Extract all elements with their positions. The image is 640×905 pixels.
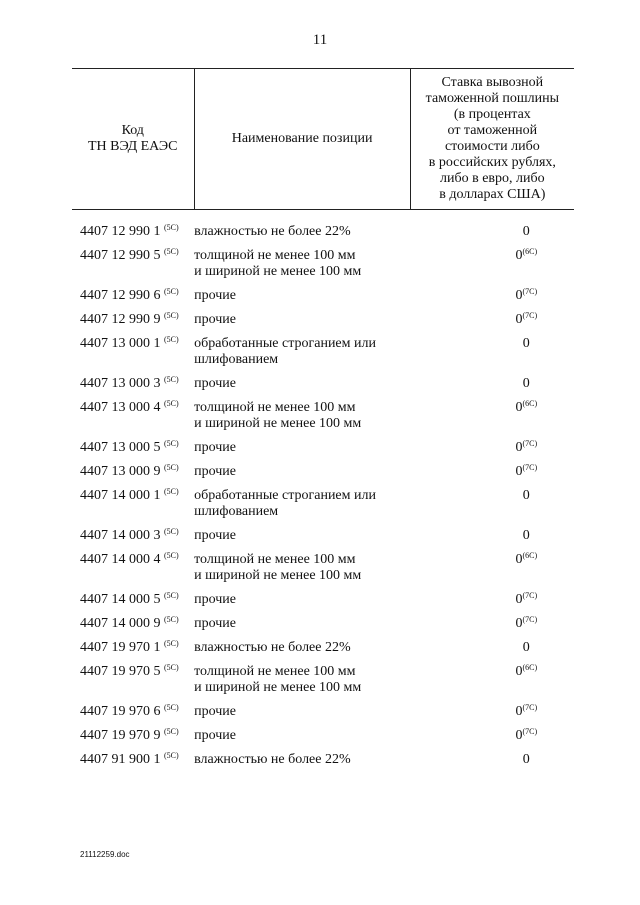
row-rate xyxy=(419,336,574,368)
row-code-footnote: (5С) xyxy=(164,335,179,344)
table-row xyxy=(80,640,574,656)
row-code-footnote: (5С) xyxy=(164,223,179,232)
table-row xyxy=(80,752,574,768)
row-code xyxy=(80,336,194,368)
row-rate-value: 0 xyxy=(522,224,530,239)
row-code-text: 4407 12 990 1 xyxy=(80,224,161,239)
row-code xyxy=(80,312,194,328)
row-rate-value: 0 xyxy=(515,400,523,415)
row-code-footnote: (5С) xyxy=(164,463,179,472)
row-code-text: 4407 13 000 4 xyxy=(80,400,161,415)
row-code-footnote: (5С) xyxy=(164,727,179,736)
row-rate xyxy=(419,704,574,720)
row-code-footnote: (5С) xyxy=(164,375,179,384)
table-row xyxy=(80,728,574,744)
row-rate-footnote: (7С) xyxy=(522,463,538,472)
row-code xyxy=(80,288,194,304)
footer-filename: 21112259.doc xyxy=(80,850,130,859)
header-rate-cell xyxy=(411,69,574,209)
table-row xyxy=(80,224,574,240)
table-row xyxy=(80,528,574,544)
row-rate xyxy=(419,664,574,696)
row-rate-value: 0 xyxy=(515,704,523,719)
row-description: прочие xyxy=(194,440,236,455)
row-description: прочие xyxy=(194,288,236,303)
row-code-footnote: (5С) xyxy=(164,287,179,296)
header-name-cell xyxy=(195,69,411,209)
row-description: прочие xyxy=(194,616,236,631)
row-code-footnote: (5С) xyxy=(164,247,179,256)
row-code-text: 4407 19 970 1 xyxy=(80,640,161,655)
row-rate xyxy=(419,640,574,656)
row-rate xyxy=(419,616,574,632)
table-row xyxy=(80,288,574,304)
header-code-label: Код ТН ВЭД ЕАЭС xyxy=(88,123,178,154)
row-code xyxy=(80,640,194,656)
table-header xyxy=(72,68,574,210)
row-rate-value: 0 xyxy=(522,640,530,655)
row-description: прочие xyxy=(194,728,236,743)
row-code-footnote: (5С) xyxy=(164,527,179,536)
table-row xyxy=(80,336,574,368)
row-code xyxy=(80,664,194,696)
row-code xyxy=(80,400,194,432)
row-description: прочие xyxy=(194,312,236,327)
row-code-text: 4407 14 000 4 xyxy=(80,552,161,567)
row-code xyxy=(80,552,194,584)
row-rate-footnote: (7С) xyxy=(522,311,538,320)
row-code xyxy=(80,248,194,280)
row-code xyxy=(80,704,194,720)
row-rate xyxy=(419,400,574,432)
row-code-text: 4407 19 970 6 xyxy=(80,704,161,719)
row-rate-value: 0 xyxy=(515,464,523,479)
row-rate xyxy=(419,752,574,768)
row-code-text: 4407 14 000 5 xyxy=(80,592,161,607)
row-code xyxy=(80,464,194,480)
row-rate-value: 0 xyxy=(522,376,530,391)
row-rate-footnote: (7С) xyxy=(522,287,538,296)
row-code xyxy=(80,488,194,520)
row-description: толщиной не менее 100 мм и шириной не менее 100 мм xyxy=(194,552,362,583)
row-rate-value: 0 xyxy=(522,752,530,767)
row-code-text: 4407 19 970 9 xyxy=(80,728,161,743)
row-rate-footnote: (6С) xyxy=(522,399,538,408)
table-row xyxy=(80,440,574,456)
row-description: прочие xyxy=(194,704,236,719)
row-description: прочие xyxy=(194,528,236,543)
row-code-text: 4407 13 000 9 xyxy=(80,464,161,479)
header-name-label: Наименование позиции xyxy=(231,131,373,146)
row-code-footnote: (5С) xyxy=(164,311,179,320)
row-code-footnote: (5С) xyxy=(164,439,179,448)
row-rate xyxy=(419,440,574,456)
row-code-text: 4407 13 000 5 xyxy=(80,440,161,455)
row-code-text: 4407 14 000 9 xyxy=(80,616,161,631)
row-code-text: 4407 14 000 3 xyxy=(80,528,161,543)
row-code xyxy=(80,616,194,632)
row-code xyxy=(80,528,194,544)
row-rate xyxy=(419,248,574,280)
row-rate xyxy=(419,288,574,304)
row-code-footnote: (5С) xyxy=(164,751,179,760)
row-description: влажностью не более 22% xyxy=(194,752,351,767)
table-body xyxy=(80,224,574,776)
row-description: прочие xyxy=(194,464,236,479)
row-code-footnote: (5С) xyxy=(164,399,179,408)
row-rate xyxy=(419,552,574,584)
row-code-text: 4407 14 000 1 xyxy=(80,488,161,503)
row-code xyxy=(80,592,194,608)
table-row xyxy=(80,704,574,720)
table-row xyxy=(80,464,574,480)
row-code-footnote: (5С) xyxy=(164,663,179,672)
row-description: обработанные строганием или шлифованием xyxy=(194,488,376,519)
row-code-footnote: (5С) xyxy=(164,487,179,496)
header-rate-label: Ставка вывозной таможенной пошлины (в процентах от таможенной стоимости либо в российских рублях, либо в евро, либо в долларах США) xyxy=(425,75,559,202)
row-code-text: 4407 91 900 1 xyxy=(80,752,161,767)
row-rate-value: 0 xyxy=(522,336,530,351)
page-number: 11 xyxy=(312,32,328,48)
row-rate-value: 0 xyxy=(522,488,530,503)
table-row xyxy=(80,400,574,432)
row-rate-footnote: (7С) xyxy=(522,591,538,600)
row-code-footnote: (5С) xyxy=(164,615,179,624)
row-rate xyxy=(419,728,574,744)
table-row xyxy=(80,616,574,632)
table-row xyxy=(80,664,574,696)
row-code xyxy=(80,728,194,744)
row-rate-value: 0 xyxy=(515,592,523,607)
row-code-text: 4407 13 000 3 xyxy=(80,376,161,391)
row-rate-footnote: (7С) xyxy=(522,727,538,736)
table-row xyxy=(80,312,574,328)
row-description: обработанные строганием или шлифованием xyxy=(194,336,376,367)
row-code xyxy=(80,224,194,240)
row-code xyxy=(80,376,194,392)
row-description: толщиной не менее 100 мм и шириной не менее 100 мм xyxy=(194,248,362,279)
row-rate-value: 0 xyxy=(515,248,523,263)
row-rate xyxy=(419,528,574,544)
row-rate-footnote: (6С) xyxy=(522,663,538,672)
row-rate-value: 0 xyxy=(515,312,523,327)
row-rate xyxy=(419,224,574,240)
row-rate-footnote: (7С) xyxy=(522,703,538,712)
row-code-text: 4407 12 990 6 xyxy=(80,288,161,303)
row-rate-footnote: (6С) xyxy=(522,247,538,256)
table-row xyxy=(80,488,574,520)
table-row xyxy=(80,592,574,608)
row-rate xyxy=(419,464,574,480)
row-code xyxy=(80,752,194,768)
row-description: влажностью не более 22% xyxy=(194,224,351,239)
row-description: прочие xyxy=(194,376,236,391)
row-code-footnote: (5С) xyxy=(164,551,179,560)
row-code xyxy=(80,440,194,456)
header-code-cell xyxy=(72,69,195,209)
row-code-text: 4407 12 990 9 xyxy=(80,312,161,327)
row-code-text: 4407 12 990 5 xyxy=(80,248,161,263)
row-description: прочие xyxy=(194,592,236,607)
row-rate xyxy=(419,376,574,392)
row-rate xyxy=(419,312,574,328)
row-code-footnote: (5С) xyxy=(164,591,179,600)
table-row xyxy=(80,248,574,280)
row-rate-value: 0 xyxy=(515,288,523,303)
row-code-text: 4407 13 000 1 xyxy=(80,336,161,351)
row-rate xyxy=(419,488,574,520)
row-rate-value: 0 xyxy=(515,728,523,743)
row-rate-value: 0 xyxy=(515,440,523,455)
row-code-footnote: (5С) xyxy=(164,639,179,648)
row-description: толщиной не менее 100 мм и шириной не менее 100 мм xyxy=(194,400,362,431)
table-row xyxy=(80,376,574,392)
row-description: влажностью не более 22% xyxy=(194,640,351,655)
row-rate-value: 0 xyxy=(522,528,530,543)
row-rate-value: 0 xyxy=(515,616,523,631)
row-rate xyxy=(419,592,574,608)
row-code-text: 4407 19 970 5 xyxy=(80,664,161,679)
row-code-footnote: (5С) xyxy=(164,703,179,712)
row-rate-footnote: (6С) xyxy=(522,551,538,560)
row-rate-footnote: (7С) xyxy=(522,615,538,624)
row-description: толщиной не менее 100 мм и шириной не менее 100 мм xyxy=(194,664,362,695)
row-rate-value: 0 xyxy=(515,552,523,567)
table-row xyxy=(80,552,574,584)
row-rate-value: 0 xyxy=(515,664,523,679)
row-rate-footnote: (7С) xyxy=(522,439,538,448)
